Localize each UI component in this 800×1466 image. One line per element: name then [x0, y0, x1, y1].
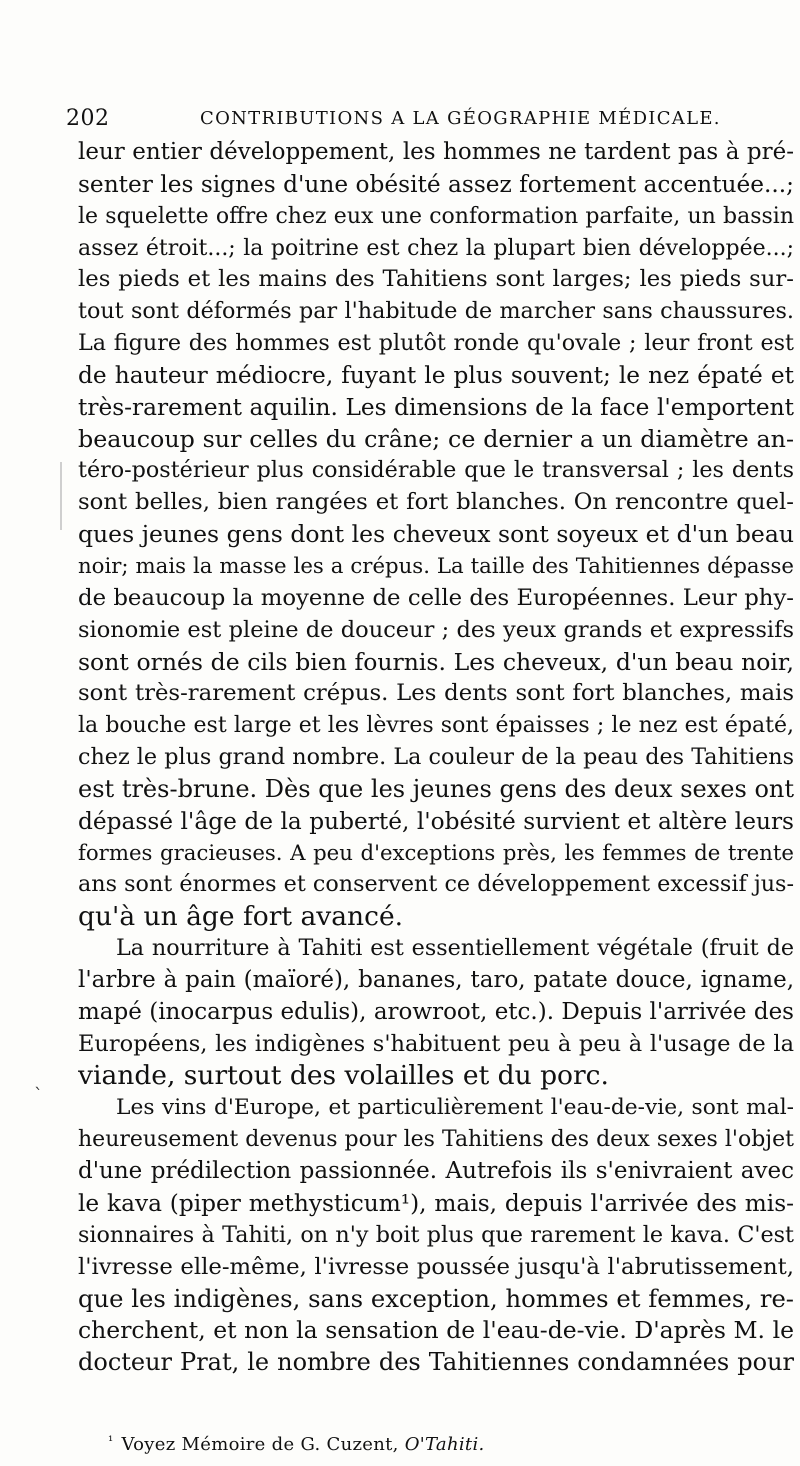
text-line: La figure des hommes est plutôt ronde qu'ovale ; leur front est: [78, 330, 794, 357]
text-line: est très-brune. Dès que les jeunes gens des deux sexes ont: [78, 774, 794, 803]
text-line: le kava (piper methysticum¹), mais, depuis l'arrivée des mis-: [78, 1189, 794, 1217]
text-line: noir; mais la masse les a crépus. La taille des Tahitiennes dépasse: [78, 553, 794, 579]
text-line: l'arbre à pain (maïoré), bananes, taro, patate douce, igname,: [78, 966, 794, 993]
text-line: heureusement devenus pour les Tahitiens des deux sexes l'objet: [78, 1127, 794, 1153]
text-line: ans sont énormes et conservent ce développement excessif jus-: [78, 871, 794, 898]
text-line: que les indigènes, sans exception, hommes et femmes, re-: [78, 1284, 794, 1314]
page-header: [66, 106, 742, 136]
text-line: sont belles, bien rangées et fort blanches. On rencontre quel-: [78, 489, 794, 516]
text-line: téro-postérieur plus considérable que le transversal ; les dents: [78, 457, 794, 484]
footnote-marker: ¹: [108, 1434, 114, 1449]
text-line: de beaucoup la moyenne de celle des Européennes. Leur phy-: [78, 584, 794, 611]
text-line: viande, surtout des volailles et du porc.: [78, 1060, 609, 1092]
text-line: cherchent, et non la sensation de l'eau-de-vie. D'après M. le: [78, 1316, 794, 1345]
margin-ink-bar: [60, 462, 62, 530]
text-line: Européens, les indigènes s'habituent peu à peu à l'usage de la: [78, 1030, 794, 1057]
text-line: leur entier développement, les hommes ne tardent pas à pré-: [78, 139, 794, 165]
text-line: formes gracieuses. A peu d'exceptions près, les femmes de trente: [78, 840, 794, 866]
text-line: d'une prédilection passionnée. Autrefois ils s'enivraient avec: [78, 1158, 794, 1184]
text-line: chez le plus grand nombre. La couleur de la peau des Tahitiens: [78, 744, 794, 771]
text-line: beaucoup sur celles du crâne; ce dernier a un diamètre an-: [78, 424, 794, 453]
text-line: très-rarement aquilin. Les dimensions de la face l'emportent: [78, 393, 794, 421]
text-line: sont très-rarement crépus. Les dents sont fort blanches, mais: [78, 680, 794, 707]
text-line: qu'à un âge fort avancé.: [78, 901, 404, 933]
text-line: dépassé l'âge de la puberté, l'obésité survient et altère leurs: [78, 807, 794, 835]
text-line: tout sont déformés par l'habitude de marcher sans chaussures.: [78, 298, 794, 325]
text-line: sionnaires à Tahiti, on n'y boit plus que rarement le kava. C'est: [78, 1221, 794, 1248]
text-line: senter les signes d'une obésité assez fortement accentuée...;: [78, 170, 794, 198]
footnote: [108, 1434, 485, 1455]
text-line: le squelette offre chez eux une conformation parfaite, un bassin: [78, 203, 794, 229]
paragraph-start-line: La nourriture à Tahiti est essentiellement végétale (fruit de: [116, 935, 794, 962]
text-line: docteur Prat, le nombre des Tahitiennes condamnées pour: [78, 1348, 794, 1377]
text-line: ques jeunes gens dont les cheveux sont soyeux et d'un beau: [78, 520, 794, 549]
text-line: les pieds et les mains des Tahitiens sont larges; les pieds sur-: [78, 266, 794, 293]
footnote-text: Voyez Mémoire de G. Cuzent,: [121, 1434, 399, 1455]
page-number: 202: [66, 106, 110, 131]
text-line: assez étroit...; la poitrine est chez la plupart bien développée...;: [78, 235, 794, 261]
text-line: de hauteur médiocre, fuyant le plus souvent; le nez épaté et: [78, 361, 794, 389]
body-text: [78, 137, 794, 1379]
margin-mark: `: [34, 1085, 43, 1106]
text-line: l'ivresse elle-même, l'ivresse poussée jusqu'à l'abrutissement,: [78, 1253, 794, 1280]
running-title: CONTRIBUTIONS A LA GÉOGRAPHIE MÉDICALE.: [200, 108, 721, 129]
footnote-title: O'Tahiti.: [404, 1434, 485, 1455]
text-line: sionomie est pleine de douceur ; des yeux grands et expressifs: [78, 616, 794, 643]
text-line: la bouche est large et les lèvres sont épaisses ; le nez est épaté,: [78, 713, 794, 739]
text-line: sont ornés de cils bien fournis. Les cheveux, d'un beau noir,: [78, 647, 794, 676]
paragraph-start-line: Les vins d'Europe, et particulièrement l'eau-de-vie, sont mal-: [116, 1095, 794, 1121]
text-line: mapé (inocarpus edulis), arowroot, etc.). Depuis l'arrivée des: [78, 998, 794, 1025]
